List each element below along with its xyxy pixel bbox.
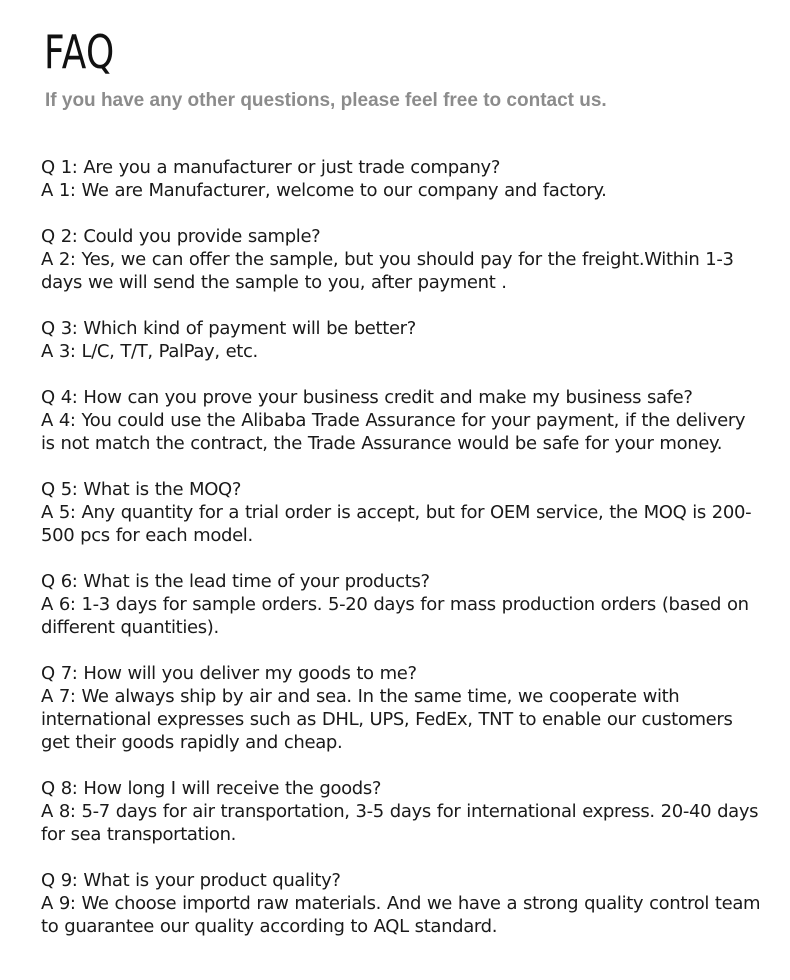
faq-answer: A 5: Any quantity for a trial order is accept, but for OEM service, the MOQ is 200-500 pcs for each model. bbox=[41, 502, 752, 546]
faq-item-5 bbox=[41, 478, 761, 547]
faq-answer: A 6: 1-3 days for sample orders. 5-20 days for mass production orders (based on different quantities). bbox=[41, 594, 749, 638]
page-title: FAQ bbox=[44, 25, 115, 79]
faq-item-6 bbox=[41, 570, 761, 639]
faq-question: Q 6: What is the lead time of your products? bbox=[41, 571, 430, 592]
faq-question: Q 1: Are you a manufacturer or just trade company? bbox=[41, 157, 501, 178]
faq-answer: A 4: You could use the Alibaba Trade Assurance for your payment, if the delivery is not match the contract, the Trade Assurance would be safe for your money. bbox=[41, 410, 746, 454]
faq-question: Q 2: Could you provide sample? bbox=[41, 226, 321, 247]
faq-question: Q 9: What is your product quality? bbox=[41, 870, 341, 891]
faq-item-1 bbox=[41, 156, 761, 202]
faq-question: Q 3: Which kind of payment will be better? bbox=[41, 318, 416, 339]
faq-item-2 bbox=[41, 225, 761, 294]
faq-item-9 bbox=[41, 869, 761, 938]
faq-item-3 bbox=[41, 317, 761, 363]
page-subtitle: If you have any other questions, please feel free to contact us. bbox=[45, 90, 607, 111]
faq-question: Q 4: How can you prove your business credit and make my business safe? bbox=[41, 387, 693, 408]
faq-answer: A 3: L/C, T/T, PalPay, etc. bbox=[41, 341, 258, 362]
faq-item-8 bbox=[41, 777, 761, 846]
faq-question: Q 8: How long I will receive the goods? bbox=[41, 778, 382, 799]
faq-answer: A 7: We always ship by air and sea. In the same time, we cooperate with international expresses such as DHL, UPS, FedEx, TNT to enable our customers get their goods rapidly and cheap. bbox=[41, 686, 733, 753]
faq-item-7 bbox=[41, 662, 761, 754]
faq-item-4 bbox=[41, 386, 761, 455]
faq-question: Q 7: How will you deliver my goods to me? bbox=[41, 663, 417, 684]
faq-answer: A 2: Yes, we can offer the sample, but you should pay for the freight.Within 1-3 days we will send the sample to you, after payment . bbox=[41, 249, 734, 293]
faq-answer: A 1: We are Manufacturer, welcome to our company and factory. bbox=[41, 180, 607, 201]
faq-answer: A 9: We choose importd raw materials. And we have a strong quality control team to guarantee our quality according to AQL standard. bbox=[41, 893, 761, 937]
faq-question: Q 5: What is the MOQ? bbox=[41, 479, 242, 500]
faq-list bbox=[41, 156, 761, 961]
faq-answer: A 8: 5-7 days for air transportation, 3-5 days for international express. 20-40 days for sea transportation. bbox=[41, 801, 759, 845]
